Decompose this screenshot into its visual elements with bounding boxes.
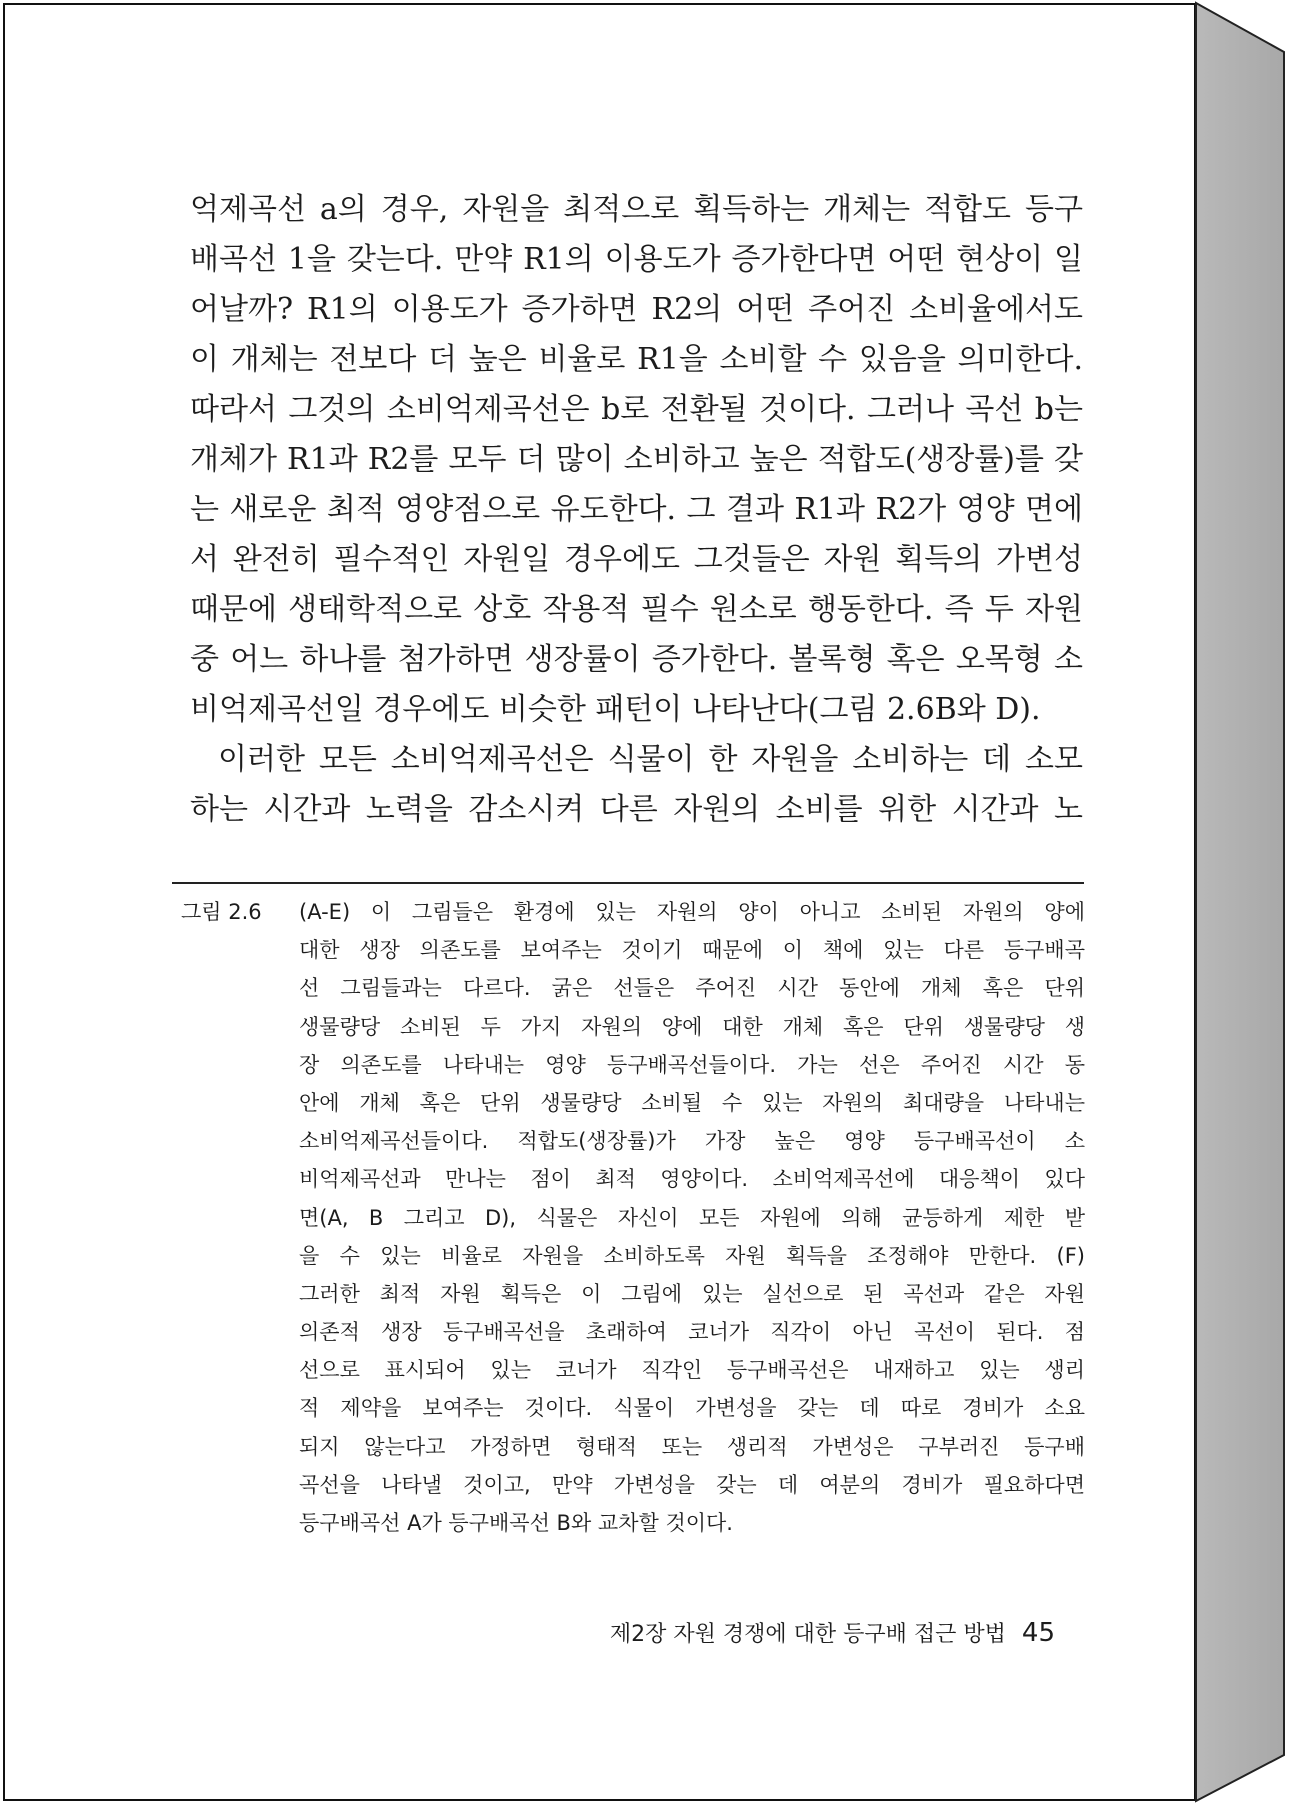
caption-line: 되지 않는다고 가정하면 형태적 또는 생리적 가변성은 구부러진 등구배 — [299, 1434, 1085, 1459]
page-number: 45 — [1021, 1618, 1055, 1648]
body-line: 중 어느 하나를 첨가하면 생장률이 증가한다. 볼록형 혹은 오목형 소 — [190, 642, 1083, 677]
caption-line: 대한 생장 의존도를 보여주는 것이기 때문에 이 책에 있는 다른 등구배곡 — [299, 938, 1085, 963]
caption-divider — [172, 882, 1084, 884]
body-text — [190, 185, 1083, 835]
caption-line: 을 수 있는 비율로 자원을 소비하도록 자원 획득을 조정해야 만한다. (F) — [299, 1243, 1085, 1268]
body-line: 따라서 그것의 소비억제곡선은 b로 전환될 것이다. 그러나 곡선 b는 — [190, 392, 1083, 427]
caption-line: 선으로 표시되어 있는 코너가 직각인 등구배곡선은 내재하고 있는 생리 — [299, 1358, 1085, 1383]
caption-line: 면(A, B 그리고 D), 식물은 자신이 모든 자원에 의해 균등하게 제한 받 — [299, 1205, 1085, 1230]
body-line: 억제곡선 a의 경우, 자원을 최적으로 획득하는 개체는 적합도 등구 — [190, 192, 1083, 227]
caption-line: 적 제약을 보여주는 것이다. 식물이 가변성을 갖는 데 따로 경비가 소요 — [299, 1396, 1085, 1421]
caption-line: 그러한 최적 자원 획득은 이 그림에 있는 실선으로 된 곡선과 같은 자원 — [299, 1281, 1085, 1306]
caption-line: 선 그림들과는 다르다. 굵은 선들은 주어진 시간 동안에 개체 혹은 단위 — [299, 976, 1085, 1001]
book-page — [3, 3, 1196, 1801]
caption-line: 의존적 생장 등구배곡선을 초래하여 코너가 직각이 아닌 곡선이 된다. 점 — [299, 1320, 1085, 1345]
caption-line: 장 의존도를 나타내는 영양 등구배곡선들이다. 가는 선은 주어진 시간 동 — [299, 1052, 1085, 1077]
body-line: 이러한 모든 소비억제곡선은 식물이 한 자원을 소비하는 데 소모 — [218, 742, 1083, 777]
caption-line: 생물량당 소비된 두 가지 자원의 양에 대한 개체 혹은 단위 생물량당 생 — [299, 1014, 1085, 1039]
running-footer-title: 제2장 자원 경쟁에 대한 등구배 접근 방법 — [609, 1622, 1006, 1647]
caption-line: (A-E) 이 그림들은 환경에 있는 자원의 양이 아니고 소비된 자원의 양에 — [299, 900, 1085, 924]
body-line: 때문에 생태학적으로 상호 작용적 필수 원소로 행동한다. 즉 두 자원 — [190, 592, 1083, 627]
body-line: 서 완전히 필수적인 자원일 경우에도 그것들은 자원 획득의 가변성 — [190, 542, 1083, 577]
body-line: 는 새로운 최적 영양점으로 유도한다. 그 결과 R1과 R2가 영양 면에 — [190, 492, 1083, 527]
page-footer — [515, 1613, 1055, 1653]
caption-label: 그림 2.6 — [181, 900, 262, 924]
body-line: 어날까? R1의 이용도가 증가하면 R2의 어떤 주어진 소비율에서도 — [190, 292, 1083, 327]
body-line: 이 개체는 전보다 더 높은 비율로 R1을 소비할 수 있음을 의미한다. — [190, 342, 1083, 377]
caption-body — [299, 893, 1085, 1542]
body-line: 배곡선 1을 갖는다. 만약 R1의 이용도가 증가한다면 어떤 현상이 일 — [190, 242, 1083, 277]
caption-line: 등구배곡선 A가 등구배곡선 B와 교차할 것이다. — [299, 1511, 733, 1535]
body-line: 하는 시간과 노력을 감소시켜 다른 자원의 소비를 위한 시간과 노 — [190, 792, 1083, 827]
body-line: 개체가 R1과 R2를 모두 더 많이 소비하고 높은 적합도(생장률)를 갖 — [190, 442, 1083, 477]
caption-line: 곡선을 나타낼 것이고, 만약 가변성을 갖는 데 여분의 경비가 필요하다면 — [299, 1472, 1085, 1497]
caption-line: 안에 개체 혹은 단위 생물량당 소비될 수 있는 자원의 최대량을 나타내는 — [299, 1090, 1085, 1115]
caption-line: 소비억제곡선들이다. 적합도(생장률)가 가장 높은 영양 등구배곡선이 소 — [299, 1129, 1085, 1154]
body-line: 비억제곡선일 경우에도 비슷한 패턴이 나타난다(그림 2.6B와 D). — [190, 692, 1041, 727]
caption-line: 비억제곡선과 만나는 점이 최적 영양이다. 소비억제곡선에 대응책이 있다 — [299, 1167, 1085, 1192]
